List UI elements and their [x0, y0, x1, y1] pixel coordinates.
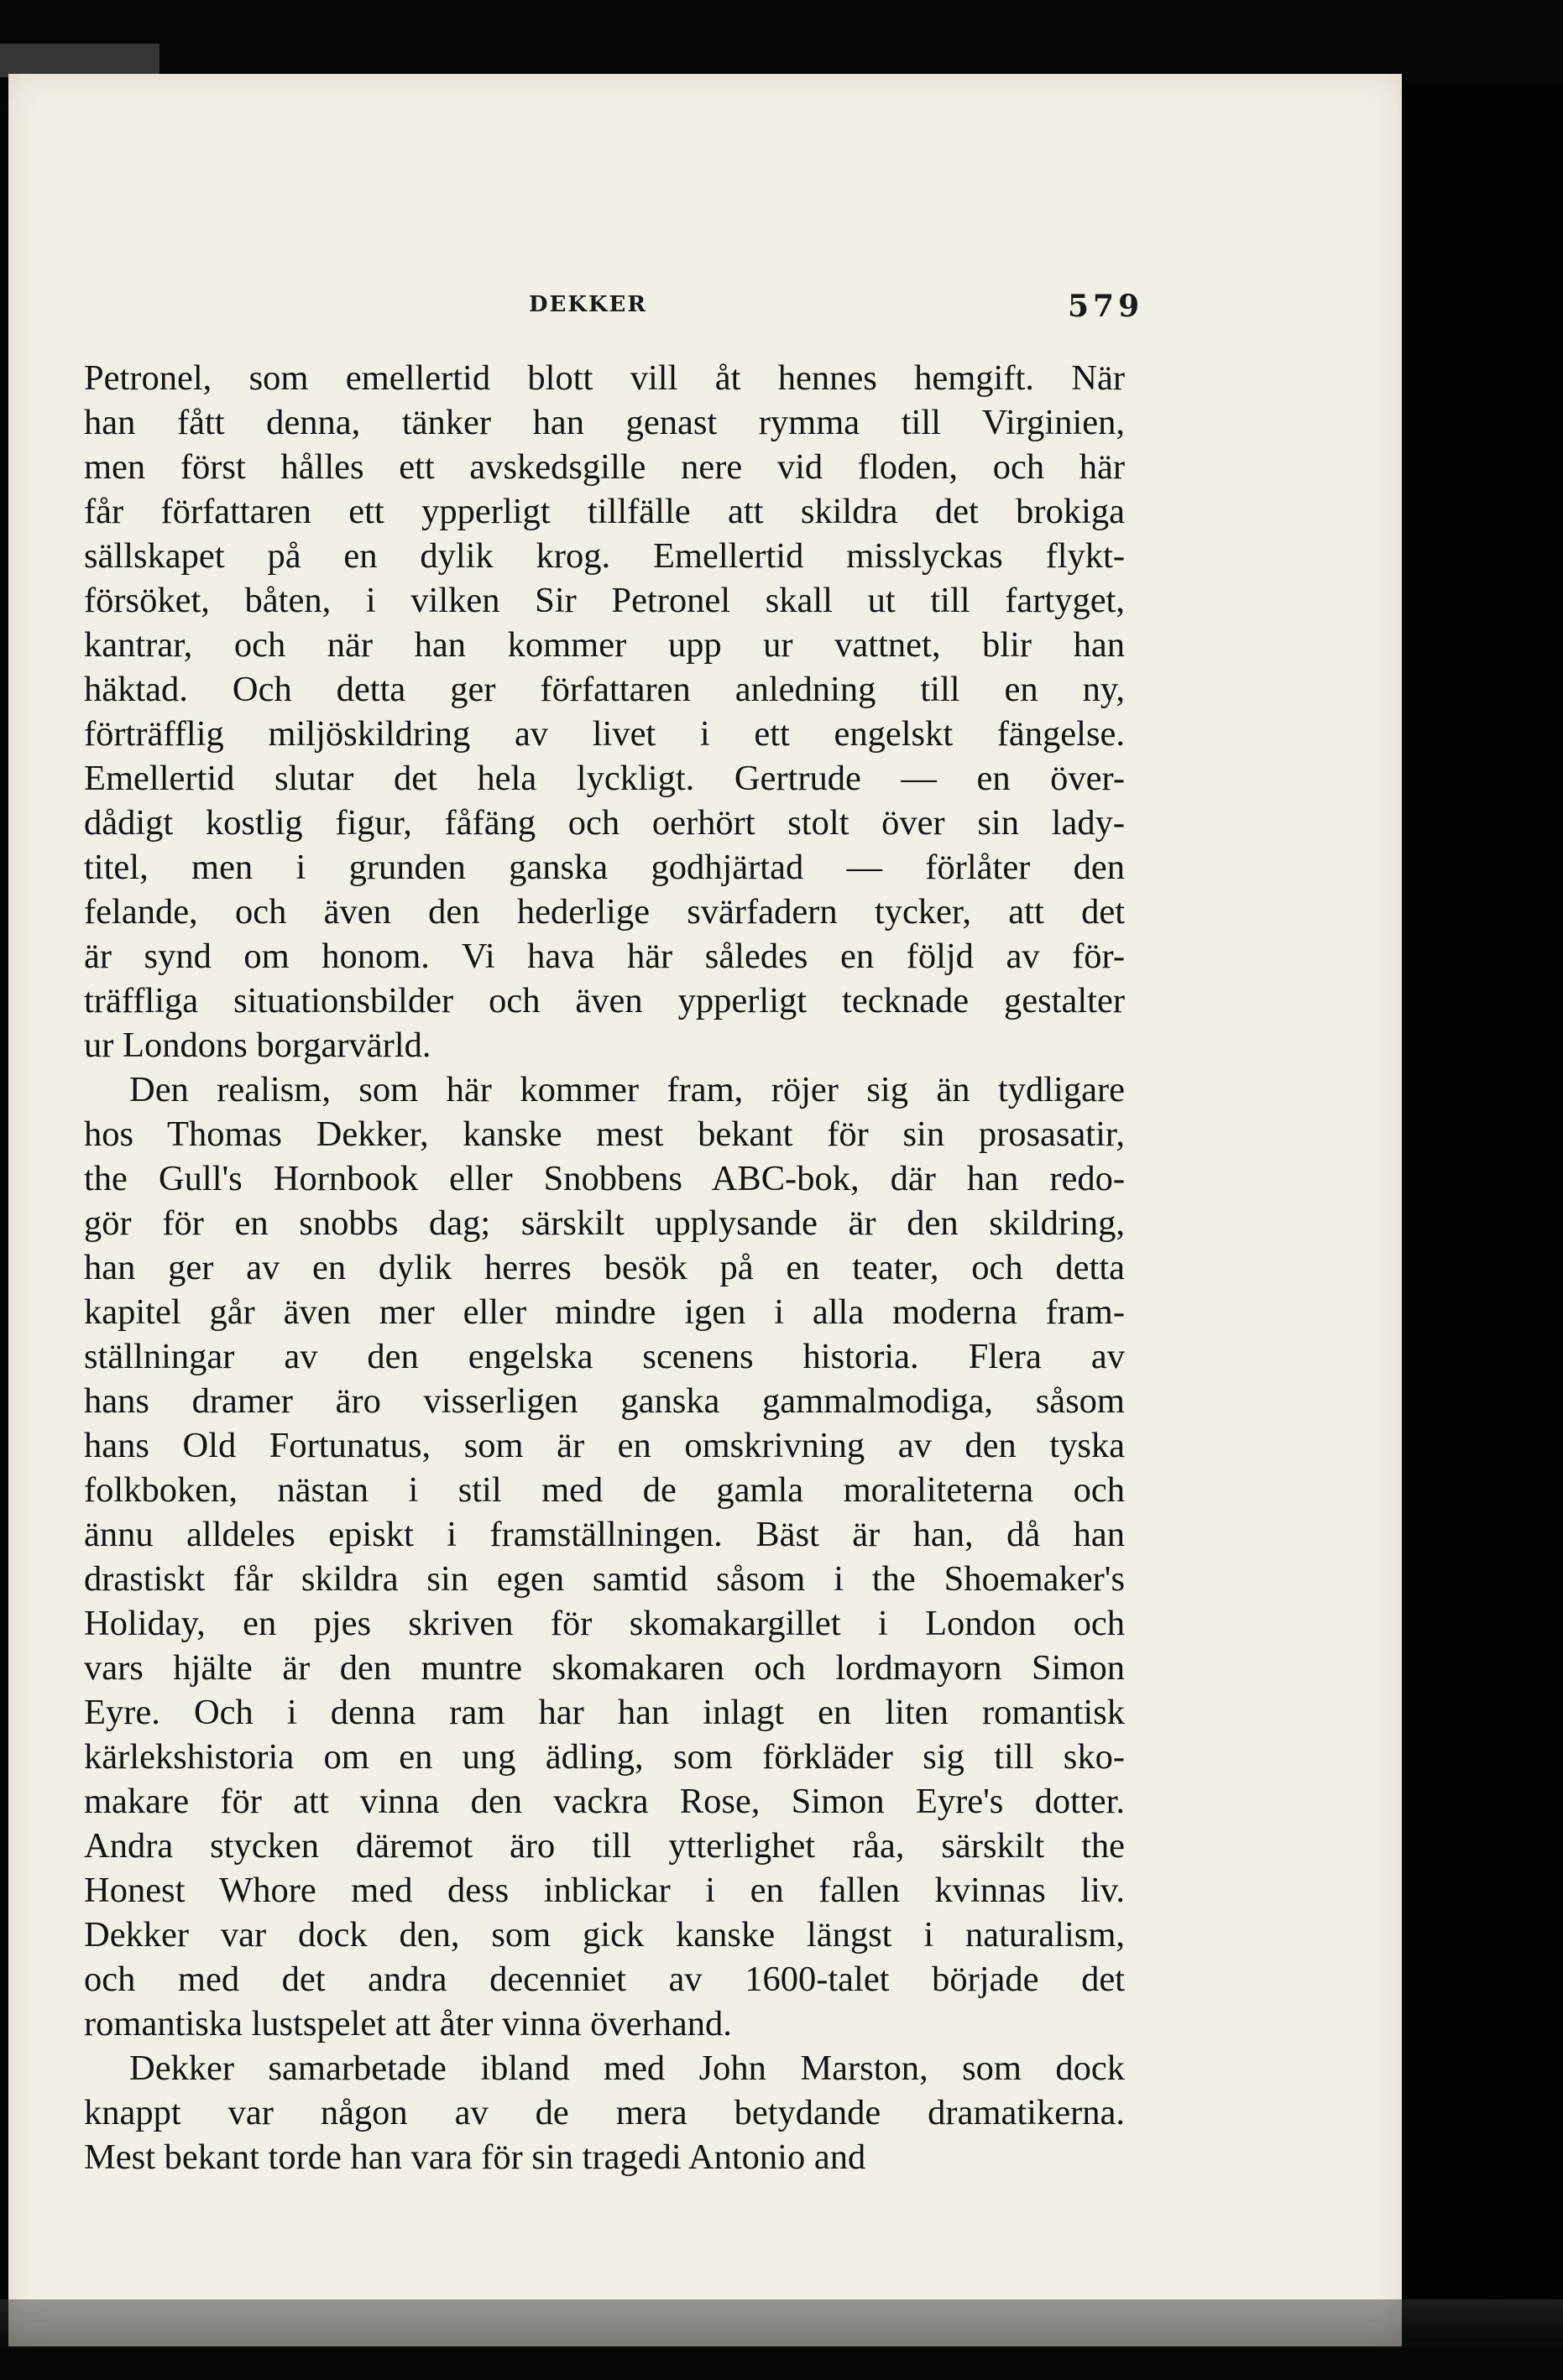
text-line: och med det andra decenniet av 1600-talet började det	[84, 1960, 1125, 1999]
paragraph	[84, 2046, 1125, 2179]
running-head	[8, 289, 1402, 326]
text-line: är synd om honom. Vi hava här således en följd av för-	[84, 937, 1125, 976]
text-line: knappt var någon av de mera betydande dramatikerna.	[84, 2093, 1125, 2132]
text-line: folkboken, nästan i stil med de gamla moraliteterna och	[84, 1470, 1125, 1510]
text-line: romantiska lustspelet att åter vinna överhand.	[84, 2004, 732, 2043]
text-line: förträfflig miljöskildring av livet i ett engelskt fängelse.	[84, 714, 1125, 754]
text-line: titel, men i grunden ganska godhjärtad — förlåter den	[84, 848, 1125, 887]
page-number: 579	[1068, 289, 1144, 324]
text-line: han fått denna, tänker han genast rymma till Virginien,	[84, 403, 1125, 442]
text-line: hans dramer äro visserligen ganska gammalmodiga, såsom	[84, 1381, 1125, 1421]
text-line: makare för att vinna den vackra Rose, Simon Eyre's dotter.	[84, 1782, 1125, 1821]
text-line: träffliga situationsbilder och även ypperligt tecknade gestalter	[84, 981, 1125, 1020]
text-line: Holiday, en pjes skriven för skomakargillet i London och	[84, 1604, 1125, 1643]
paragraph	[84, 356, 1125, 1067]
scan-bottom-edge	[0, 2299, 1563, 2350]
text-line: drastiskt får skildra sin egen samtid såsom i the Shoemaker's	[84, 1559, 1125, 1599]
text-line: Dekker var dock den, som gick kanske längst i naturalism,	[84, 1915, 1125, 1955]
text-line: men först hålles ett avskedsgille nere vid floden, och här	[84, 447, 1125, 487]
body-text	[84, 356, 1125, 2179]
running-title: DEKKER	[529, 292, 647, 317]
text-line: gör för en snobbs dag; särskilt upplysande är den skildring,	[84, 1203, 1125, 1243]
text-line: the Gull's Hornbook eller Snobbens ABC-bok, där han redo-	[84, 1159, 1125, 1198]
text-line: kantrar, och när han kommer upp ur vattnet, blir han	[84, 625, 1125, 665]
text-line: Dekker samarbetade ibland med John Marston, som dock	[129, 2049, 1125, 2088]
text-line: får författaren ett ypperligt tillfälle att skildra det brokiga	[84, 492, 1125, 531]
text-line: häktad. Och detta ger författaren anledning till en ny,	[84, 670, 1125, 709]
text-line: ur Londons borgarvärld.	[84, 1026, 431, 1065]
text-line: Mest bekant torde han vara för sin tragedi Antonio and	[84, 2137, 866, 2177]
text-line: Eyre. Och i denna ram har han inlagt en liten romantisk	[84, 1693, 1125, 1732]
text-line: hos Thomas Dekker, kanske mest bekant för sin prosasatir,	[84, 1114, 1125, 1154]
scan-edge-shadow	[0, 44, 159, 77]
text-line: kapitel går även mer eller mindre igen i alla moderna fram-	[84, 1292, 1125, 1332]
text-line: felande, och även den hederlige svärfadern tycker, att det	[84, 892, 1125, 932]
text-line: han ger av en dylik herres besök på en teater, och detta	[84, 1248, 1125, 1287]
text-line: Den realism, som här kommer fram, röjer sig än tydligare	[129, 1070, 1125, 1109]
text-line: ännu alldeles episkt i framställningen. Bäst är han, då han	[84, 1515, 1125, 1554]
scan-right-margin	[1402, 84, 1563, 2341]
text-line: vars hjälte är den muntre skomakaren och lordmayorn Simon	[84, 1648, 1125, 1688]
text-line: kärlekshistoria om en ung ädling, som förkläder sig till sko-	[84, 1737, 1125, 1777]
text-line: Honest Whore med dess inblickar i en fallen kvinnas liv.	[84, 1871, 1125, 1910]
text-line: hans Old Fortunatus, som är en omskrivning av den tyska	[84, 1426, 1125, 1465]
book-page	[8, 74, 1402, 2346]
text-line: ställningar av den engelska scenens historia. Flera av	[84, 1337, 1125, 1376]
text-line: sällskapet på en dylik krog. Emellertid misslyckas flykt-	[84, 536, 1125, 576]
text-line: Petronel, som emellertid blott vill åt hennes hemgift. När	[84, 358, 1125, 398]
text-line: Emellertid slutar det hela lyckligt. Gertrude — en över-	[84, 759, 1125, 798]
text-line: försöket, båten, i vilken Sir Petronel skall ut till fartyget,	[84, 581, 1125, 620]
paragraph	[84, 1067, 1125, 2046]
text-line: Andra stycken däremot äro till ytterlighet råa, särskilt the	[84, 1826, 1125, 1866]
text-line: dådigt kostlig figur, fåfäng och oerhört stolt över sin lady-	[84, 803, 1125, 843]
